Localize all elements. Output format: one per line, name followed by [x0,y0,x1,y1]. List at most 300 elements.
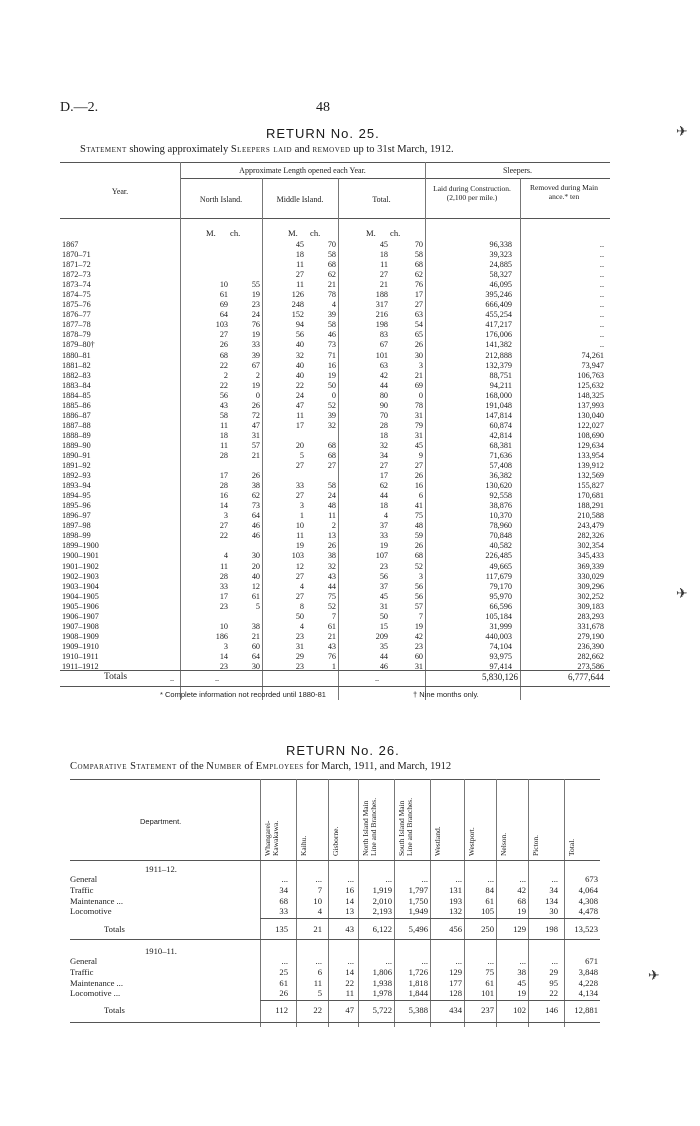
table-cell: 0 [331,390,336,400]
table-cell: 29 [549,966,558,977]
table-cell: 27 [219,521,228,531]
table-cell: 122,027 [577,420,604,430]
table-cell: 84 [485,884,494,895]
table-cell: 22 [549,988,558,999]
table-cell: 134 [545,895,558,906]
table-cell: 226,485 [485,551,512,561]
group-header: Approximate Length opened each Year. [239,166,366,175]
table-cell: 12 [251,581,260,591]
subtotal-rule [260,1000,600,1001]
table-cell: .. [599,290,604,300]
table-cell: 129 [449,966,462,977]
table-cell: 10,370 [489,511,512,521]
table-cell: 61 [327,621,336,631]
table-cell [306,471,338,481]
table-cell: 29 [295,651,304,661]
table-cell: 48 [327,501,336,511]
table-cell: 4 [383,511,388,521]
totals-ellipsis: .. [215,674,220,683]
table-row [60,340,610,350]
table-cell: 11 [296,410,304,420]
table-cell: .. [599,260,604,270]
caption-part: Sleepers laid [230,144,293,155]
table-cell: 61 [485,977,494,988]
col-department-header: Department. [140,817,182,826]
table-cell: 18 [379,430,388,440]
table-cell: 5 [255,601,260,611]
table-cell: 70,848 [489,531,512,541]
table-cell: 4,064 [578,884,598,895]
scan-mark: ✈ [676,124,688,140]
table-cell: 5,496 [408,924,428,934]
caption-part: Comparative Statement [70,761,177,772]
table-cell: 31 [414,661,423,671]
return-25-table [60,240,610,672]
column-header: Kaihu. [299,835,308,856]
table-cell: 46,095 [489,280,512,290]
table-cell: 3 [418,571,423,581]
table-cell: 237 [481,1005,494,1015]
table-cell: 137,993 [577,400,604,410]
table-cell: 1881–82 [62,360,91,370]
table-cell: 33 [279,906,288,917]
table-cell: 38 [517,966,526,977]
table-cell: 17 [414,290,423,300]
table-cell: 18 [379,250,388,260]
table-cell: 27 [379,461,388,471]
totals-label: Totals [104,672,128,682]
table-cell: 16 [219,491,228,501]
table-cell: 0 [418,390,423,400]
table-cell: 45 [379,591,388,601]
table-cell: 19 [517,906,526,917]
table-cell: 69 [219,300,228,310]
table-cell: 58 [219,410,228,420]
table-cell: 1900–1901 [62,551,99,561]
table-cell: 78 [414,400,423,410]
table-cell: 1902–1903 [62,571,99,581]
table-cell: 44 [327,581,336,591]
return-25-caption [80,144,454,155]
table-cell: 95,970 [489,591,512,601]
table-cell: 25 [279,966,288,977]
table-cell: 17 [219,591,228,601]
col-total-header: Total. [372,195,391,204]
unit-chains: ch. [230,228,241,238]
table-cell: 20 [295,440,304,450]
table-cell: 47 [295,400,304,410]
table-cell: 188,291 [577,501,604,511]
table-cell: 671 [585,956,598,966]
table-cell: 1877–78 [62,320,91,330]
table-cell: 27 [414,461,423,471]
table-cell: 26 [414,340,423,350]
table-cell: 6 [418,491,423,501]
table-cell: 47 [251,420,260,430]
table-cell: 31 [295,641,304,651]
table-cell: 34 [549,884,558,895]
table-cell: 1895–96 [62,501,91,511]
table-cell: 61 [485,895,494,906]
table-cell: 5 [317,988,322,999]
table-cell: 62 [327,270,336,280]
column-header: Gisborne. [331,826,340,856]
table-cell: 23 [414,641,423,651]
scan-mark: ✈ [648,968,660,984]
table-cell: 79 [414,420,423,430]
table-cell [230,250,262,260]
table-cell: 5,388 [408,1005,428,1015]
table-cell: 16 [345,884,354,895]
table-cell [180,541,230,551]
table-row [60,391,610,401]
table-cell: 139,912 [577,461,604,471]
table-cell: 11 [296,531,304,541]
table-cell: 57 [251,440,260,450]
table-cell: 11 [296,260,304,270]
table-cell: 1898–99 [62,531,91,541]
table-cell: 105 [481,906,494,917]
table-cell: 52 [327,601,336,611]
table-cell: 55 [251,280,260,290]
table-cell: 1,978 [372,988,392,999]
subtotal-rule [260,918,600,919]
table-row [60,310,610,320]
table-cell: 1899–1900 [62,541,99,551]
table-cell: 76 [414,280,423,290]
table-cell: 21 [313,924,322,934]
table-cell: 3,848 [578,966,598,977]
table-cell: 1903–1904 [62,581,99,591]
table-cell: .. [599,240,604,249]
table-cell: 1890–91 [62,450,91,460]
column-header: Westport. [467,827,476,856]
table-cell: 33 [295,481,304,491]
table-cell: 80 [379,390,388,400]
row-label: Locomotive [70,906,112,917]
table-cell: 3 [223,511,228,521]
table-row [60,250,610,260]
table-cell: 101 [375,350,388,360]
table-cell: 1876–77 [62,310,91,320]
table-cell: 1904–1905 [62,591,99,601]
table-cell: 23 [219,661,228,671]
table-cell: 27 [327,461,336,471]
table-cell: 152 [291,310,304,320]
table-cell: 12,881 [574,1005,598,1015]
table-cell: 45 [295,240,304,249]
table-cell: 40,582 [489,541,512,551]
table-cell: 21 [251,450,260,460]
table-cell: 1873–74 [62,280,91,290]
table-cell: 68 [327,260,336,270]
table-row [60,551,610,561]
table-row [60,491,610,501]
table-cell: ... [551,874,558,884]
table-cell: 198 [375,320,388,330]
table-cell: 75 [327,591,336,601]
table-cell: 76 [327,651,336,661]
table-top-rule [60,162,610,163]
table-cell: 21 [251,631,260,641]
section-rule [70,939,600,940]
table-cell: 5 [299,450,304,460]
table-cell: 1,844 [408,988,428,999]
table-cell: 78,960 [489,521,512,531]
table-cell: 71,636 [489,450,512,460]
table-cell: 14 [345,966,354,977]
table-cell: 26 [251,471,260,481]
col-north-header: North Island. [199,195,243,204]
table-cell: 2,010 [372,895,392,906]
table-cell: 26 [414,541,423,551]
table-cell: 45 [379,240,388,249]
table-cell: 168,000 [485,390,512,400]
table-cell: 1880–81 [62,350,91,360]
table-cell: 1870–71 [62,250,91,260]
table-cell: 70 [327,240,336,249]
table-cell: 67 [379,340,388,350]
table-row [60,652,610,662]
table-cell: 52 [327,400,336,410]
table-cell: 23 [379,561,388,571]
table-cell: 42 [414,631,423,641]
table-cell: ... [421,874,428,884]
table-cell: 117,679 [485,571,512,581]
table-cell: .. [599,340,604,350]
table-cell: 2,193 [372,906,392,917]
table-cell: 186 [215,631,228,641]
table-cell: 18 [379,501,388,511]
table-cell: ... [347,956,354,966]
table-cell: 11 [220,561,228,571]
table-cell: 129 [513,924,526,934]
table-cell: 455,254 [485,310,512,320]
table-cell: ... [385,956,392,966]
table-cell: 1910–1911 [62,651,99,661]
table-cell: 17 [379,471,388,481]
table-cell: 68 [517,895,526,906]
table-cell: 43 [219,400,228,410]
table-row [60,260,610,270]
table-cell: 43 [327,571,336,581]
table-cell: 155,827 [577,481,604,491]
table-cell: 19 [517,988,526,999]
table-cell: 56 [414,591,423,601]
table-cell [180,461,230,471]
table-cell: 19 [327,370,336,380]
table-cell: 68 [414,260,423,270]
col-laid-header: Laid during Construction. (2,100 per mile.) [433,184,511,202]
table-cell: 93,975 [489,651,512,661]
document-reference: D.—2. [60,100,99,115]
table-cell: 40 [251,571,260,581]
table-cell: 456 [449,924,462,934]
table-cell: .. [599,270,604,280]
table-cell: 282,326 [577,531,604,541]
table-cell: 18 [295,250,304,260]
table-cell: 46 [327,330,336,340]
table-cell: 1872–73 [62,270,91,280]
table-cell: 369,339 [577,561,604,571]
table-cell: 112 [275,1005,288,1015]
table-cell: 19 [251,290,260,300]
caption-part: removed [312,144,351,155]
table-cell: 132,569 [577,471,604,481]
table-cell: ... [385,874,392,884]
table-cell: 133,954 [577,450,604,460]
table-cell: ... [455,956,462,966]
table-cell: 103 [215,320,228,330]
table-cell: .. [599,280,604,290]
table-cell: 4,134 [578,988,598,999]
table-cell: 56 [295,330,304,340]
table-cell: 130,620 [485,481,512,491]
table-cell: 148,325 [577,390,604,400]
table-cell: 19 [251,330,260,340]
table-cell: 41 [414,501,423,511]
table-cell: 40 [295,370,304,380]
table-cell: 40 [295,360,304,370]
table-row [60,371,610,381]
table-cell: 58 [327,320,336,330]
table-cell: .. [599,250,604,260]
table-cell: 191,048 [485,400,512,410]
table-cell: 33 [379,531,388,541]
table-cell: 50 [295,611,304,621]
table-cell: ... [315,874,322,884]
table-cell [230,270,262,280]
table-cell: 19 [379,541,388,551]
table-cell: 146 [545,1005,558,1015]
table-cell: 60,874 [489,420,512,430]
table-cell [180,260,230,270]
table-cell: 135 [275,924,288,934]
table-row [60,632,610,642]
table-cell: 32 [327,420,336,430]
table-cell: 1888–89 [62,430,91,440]
table-cell: 3 [418,360,423,370]
table-cell: 74,261 [581,350,604,360]
table-cell: 22 [219,380,228,390]
table-cell: 10 [313,895,322,906]
table-cell: 66,596 [489,601,512,611]
table-cell: 1889–90 [62,440,91,450]
table-cell: 125,632 [577,380,604,390]
table-cell: 7 [317,884,322,895]
table-cell: .. [599,320,604,330]
table-cell: 193 [449,895,462,906]
caption-part: of the [176,761,207,772]
table-cell: 1874–75 [62,290,91,300]
table-row [60,270,610,280]
table-cell: 7 [418,611,423,621]
table-cell: 76 [251,320,260,330]
table-cell: 32 [295,350,304,360]
table-cell: 17 [219,471,228,481]
caption-part: Statement [80,144,127,155]
table-cell: 395,246 [485,290,512,300]
table-cell: 17 [295,420,304,430]
table-cell: 68 [219,350,228,360]
unit-chains: ch. [390,228,401,238]
table-cell: 11 [313,977,322,988]
table-cell: 345,433 [577,551,604,561]
table-cell: 282,662 [577,651,604,661]
table-cell: 61 [251,591,260,601]
table-cell: 24,885 [489,260,512,270]
table-cell: 94 [295,320,304,330]
table-cell: 58 [414,250,423,260]
table-cell: 63 [414,310,423,320]
table-cell: 97,414 [489,661,512,671]
table-cell: 22 [219,360,228,370]
header-bottom-rule [70,860,600,861]
table-cell: 57 [414,601,423,611]
table-cell: 0 [255,390,260,400]
table-cell: 33 [219,581,228,591]
table-cell: 1907–1908 [62,621,99,631]
table-cell: 26 [279,988,288,999]
table-cell: 5,722 [372,1005,392,1015]
table-cell: 283,293 [577,611,604,621]
unit-chains: ch. [310,228,321,238]
table-cell [180,240,230,250]
table-row [60,622,610,632]
footnote-2: † Nine months only. [413,690,479,699]
table-cell: 75 [485,966,494,977]
column-header: Whangarei-Kawakawa. [263,820,280,856]
table-cell: 209 [375,631,388,641]
table-row [60,481,610,491]
table-cell: 62 [251,491,260,501]
unit-miles: M. [206,228,216,238]
table-row [60,562,610,572]
table-cell: 28 [379,420,388,430]
table-cell: 10 [295,521,304,531]
table-row [60,401,610,411]
table-cell: ... [551,956,558,966]
table-row [60,431,610,441]
table-cell: 43 [327,641,336,651]
table-cell: 212,888 [485,350,512,360]
table-cell: 1892–93 [62,471,91,481]
table-cell: 34 [279,884,288,895]
table-cell: 38 [251,621,260,631]
table-cell: 11 [296,280,304,290]
table-cell: 27 [295,270,304,280]
table-cell: 1905–1906 [62,601,99,611]
table-cell: 27 [414,300,423,310]
table-cell: 11 [220,440,228,450]
table-cell: ... [421,956,428,966]
table-cell: 39,323 [489,250,512,260]
table-cell: 317 [375,300,388,310]
table-cell: 68 [279,895,288,906]
sleepers-header: Sleepers. [502,166,533,175]
table-cell: 68 [327,450,336,460]
table-cell: 58 [327,481,336,491]
table-cell: 62 [414,270,423,280]
table-cell: 44 [379,651,388,661]
table-cell: 67 [251,360,260,370]
table-top-rule [70,779,600,780]
table-cell: 128 [449,988,462,999]
table-cell: 73 [327,340,336,350]
table-cell: 59 [414,531,423,541]
table-cell: 49,665 [489,561,512,571]
table-cell: 23 [295,661,304,671]
